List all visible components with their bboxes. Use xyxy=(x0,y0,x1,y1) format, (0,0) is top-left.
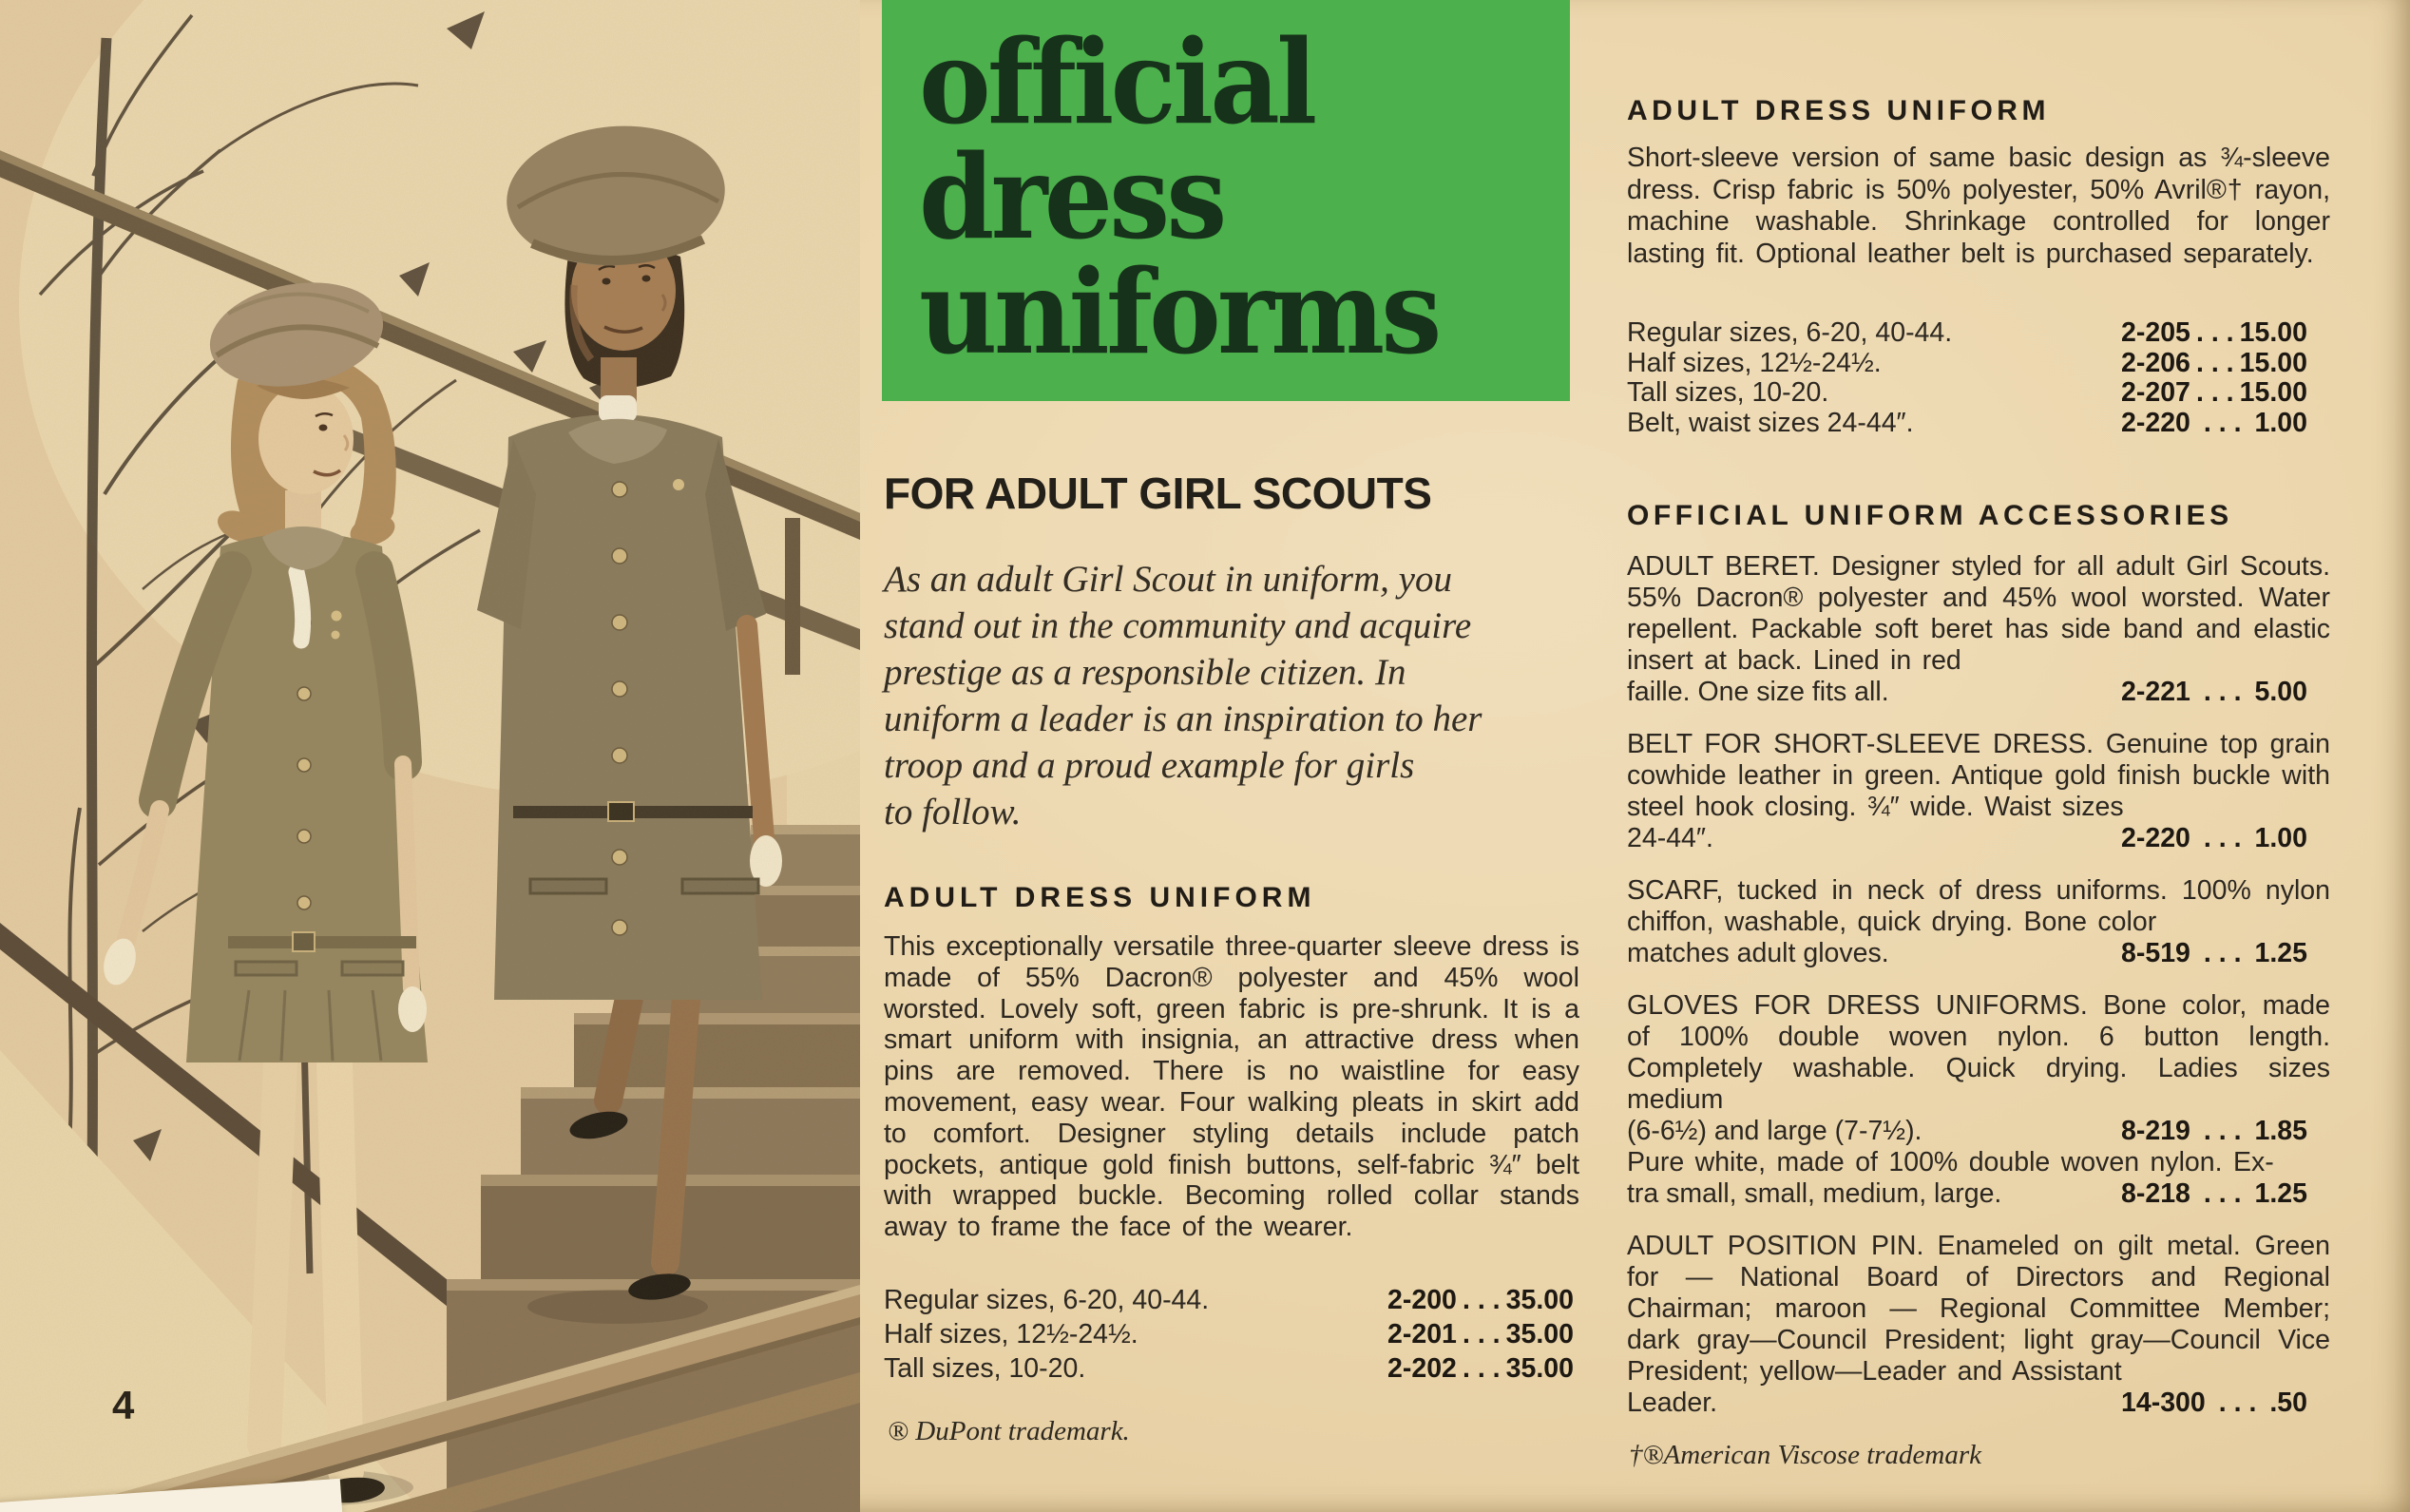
price-value: 35.00 xyxy=(1505,1285,1574,1315)
intro-line: uniform a leader is an inspiration to her xyxy=(884,699,1482,739)
price-dots: . . . xyxy=(1462,1353,1501,1384)
title-block xyxy=(882,0,1570,401)
price-dots: . . . xyxy=(2203,677,2242,707)
price-label: Half sizes, 12½-24½. xyxy=(884,1319,1138,1349)
intro-line: As an adult Girl Scout in uniform, you xyxy=(884,559,1452,600)
accessory-description: ADULT POSITION PIN. Enameled on gilt metal. Green for — National Board of Directors and Regional Chairman; maroon — Regional Committee Member; dark gray—Council President; light gray—Council Vice President; yellow—Leader and Assistant xyxy=(1627,1231,2330,1387)
intro-line: prestige as a responsible citizen. In xyxy=(884,652,1406,693)
price-label: Belt, waist sizes 24-44″. xyxy=(1627,407,1914,438)
catalog-number: 2-200 xyxy=(1387,1285,1457,1315)
price-label: matches adult gloves. xyxy=(1627,938,1889,968)
price-dots: . . . xyxy=(2203,1178,2242,1209)
catalog-number: 2-206 xyxy=(2121,347,2190,378)
price-dots: . . . xyxy=(2218,1388,2257,1418)
accessory-description: ADULT BERET. Designer styled for all adult Girl Scouts. 55% Dacron® polyester and 45% wool worsted. Water repellent. Packable soft beret has side band and elastic insert at back. Lined in red xyxy=(1627,551,2330,676)
catalog-number: 2-221 xyxy=(2121,677,2190,707)
price-label: (6-6½) and large (7-7½). xyxy=(1627,1116,1922,1146)
catalog-number: 8-219 xyxy=(2121,1116,2190,1146)
price-dots: . . . xyxy=(2195,347,2234,378)
accessory-item-belt xyxy=(1627,729,2330,854)
price-row xyxy=(1627,1116,2330,1147)
price-label: faille. One size fits all. xyxy=(1627,677,1889,707)
accessory-description: SCARF, tucked in neck of dress uniforms. 100% nylon chiffon, washable, quick drying. Bone color xyxy=(1627,875,2330,937)
title-line-1: official xyxy=(919,13,1314,150)
price-row xyxy=(1627,938,2330,969)
price-label: Half sizes, 12½-24½. xyxy=(1627,347,1882,378)
price-value: 15.00 xyxy=(2239,317,2307,348)
section-heading-adult-dress-uniform: ADULT DRESS UNIFORM xyxy=(884,882,1316,913)
price-row xyxy=(1627,377,2330,408)
accessory-item-gloves xyxy=(1627,990,2330,1147)
price-label: Regular sizes, 6-20, 40-44. xyxy=(884,1285,1210,1315)
price-row xyxy=(1627,677,2330,708)
price-dots: . . . xyxy=(2203,823,2242,853)
price-value: 1.25 xyxy=(2254,1178,2307,1209)
price-row xyxy=(1627,1178,2330,1210)
intro-line: to follow. xyxy=(884,792,1022,833)
page-title xyxy=(882,0,1521,380)
price-dots: . . . xyxy=(2203,407,2242,438)
page-number: 4 xyxy=(112,1383,135,1427)
section-heading-adult-dress-uniform-short: ADULT DRESS UNIFORM xyxy=(1627,95,2050,126)
catalog-number: 8-218 xyxy=(2121,1178,2190,1209)
price-label: Tall sizes, 10-20. xyxy=(884,1353,1086,1384)
price-value: 35.00 xyxy=(1505,1319,1574,1349)
price-dots: . . . xyxy=(1462,1285,1501,1315)
catalog-number: 2-207 xyxy=(2121,377,2190,408)
price-row xyxy=(1627,348,2330,378)
price-list xyxy=(884,1285,1579,1388)
catalog-number: 2-205 xyxy=(2121,317,2190,348)
catalog-number: 2-220 xyxy=(2121,823,2190,853)
price-value: 1.85 xyxy=(2254,1116,2307,1146)
price-value: 1.00 xyxy=(2254,823,2307,853)
photo-two-scouts-on-stairs xyxy=(0,0,860,1512)
price-dots: . . . xyxy=(2195,317,2234,348)
price-value: 15.00 xyxy=(2239,347,2307,378)
dupont-trademark-footnote: ® DuPont trademark. xyxy=(888,1416,1130,1446)
intro-line: stand out in the community and acquire xyxy=(884,605,1472,646)
intro-paragraph xyxy=(884,556,1581,835)
accessory-item-scarf xyxy=(1627,875,2330,969)
accessory-description: BELT FOR SHORT-SLEEVE DRESS. Genuine top grain cowhide leather in green. Antique gold finish buckle with steel hook closing. ¾″ wide. Waist sizes xyxy=(1627,729,2330,822)
catalog-number: 2-220 xyxy=(2121,407,2190,438)
price-value: 1.25 xyxy=(2254,938,2307,968)
accessory-item-beret xyxy=(1627,551,2330,708)
accessories-list xyxy=(1627,551,2330,1471)
price-row xyxy=(1627,408,2330,438)
subtitle: FOR ADULT GIRL SCOUTS xyxy=(884,469,1432,518)
price-label: Regular sizes, 6-20, 40-44. xyxy=(1627,317,1953,348)
accessory-item-gloves-white xyxy=(1627,1147,2330,1210)
viscose-trademark-footnote: †®American Viscose trademark xyxy=(1629,1440,1982,1470)
price-value: 35.00 xyxy=(1505,1353,1574,1384)
price-label: tra small, small, medium, large. xyxy=(1627,1178,2002,1209)
section-heading-accessories: OFFICIAL UNIFORM ACCESSORIES xyxy=(1627,500,2233,531)
title-line-3: uniforms xyxy=(919,243,1439,380)
price-row xyxy=(1627,317,2330,348)
price-value: 15.00 xyxy=(2239,377,2307,408)
price-row xyxy=(1627,823,2330,854)
price-value: .50 xyxy=(2269,1388,2307,1418)
catalog-number: 8-519 xyxy=(2121,938,2190,968)
accessory-description: Pure white, made of 100% double woven nylon. Ex- xyxy=(1627,1147,2274,1177)
price-label: Tall sizes, 10-20. xyxy=(1627,377,1829,408)
catalog-number: 2-202 xyxy=(1387,1353,1457,1384)
accessory-item-position-pin xyxy=(1627,1231,2330,1419)
price-value: 5.00 xyxy=(2254,677,2307,707)
price-row xyxy=(884,1353,1579,1388)
short-sleeve-description: Short-sleeve version of same basic design as ¾-sleeve dress. Crisp fabric is 50% polyester, 50% Avril®† rayon, machine washable. Shrinkage controlled for longer lasting fit. Optional leather belt is purchased separately. xyxy=(1627,143,2330,269)
title-line-2: dress xyxy=(919,128,1224,265)
intro-line: troop and a proud example for girls xyxy=(884,745,1415,786)
price-list xyxy=(1627,317,2330,437)
price-label: Leader. xyxy=(1627,1388,1718,1418)
price-dots: . . . xyxy=(2203,1116,2242,1146)
price-row xyxy=(884,1319,1579,1353)
price-dots: . . . xyxy=(2203,938,2242,968)
price-dots: . . . xyxy=(2195,377,2234,408)
accessory-description: GLOVES FOR DRESS UNIFORMS. Bone color, made of 100% double woven nylon. 6 button length. Completely washable. Quick drying. Ladies sizes medium xyxy=(1627,990,2330,1115)
catalog-number: 2-201 xyxy=(1387,1319,1457,1349)
photo-illustration xyxy=(0,0,860,1512)
price-row xyxy=(884,1285,1579,1319)
catalog-number: 14-300 xyxy=(2121,1388,2206,1418)
adult-dress-uniform-description: This exceptionally versatile three-quarter sleeve dress is made of 55% Dacron® polyester and 45% wool worsted. Lovely soft, green fabric is pre-shrunk. It is a smart uniform with insignia, an attractive dress when pins are removed. There is no waistline for easy movement, easy wear. Four walking pleats in skirt add to comfort. Designer styling details include patch pockets, antique gold finish buttons, self-fabric ¾″ belt with wrapped buckle. Becoming rolled collar stands away to frame the face of the wearer. xyxy=(884,931,1579,1243)
price-label: 24-44″. xyxy=(1627,823,1713,853)
price-row xyxy=(1627,1388,2330,1419)
price-dots: . . . xyxy=(1462,1319,1501,1349)
price-value: 1.00 xyxy=(2254,407,2307,438)
